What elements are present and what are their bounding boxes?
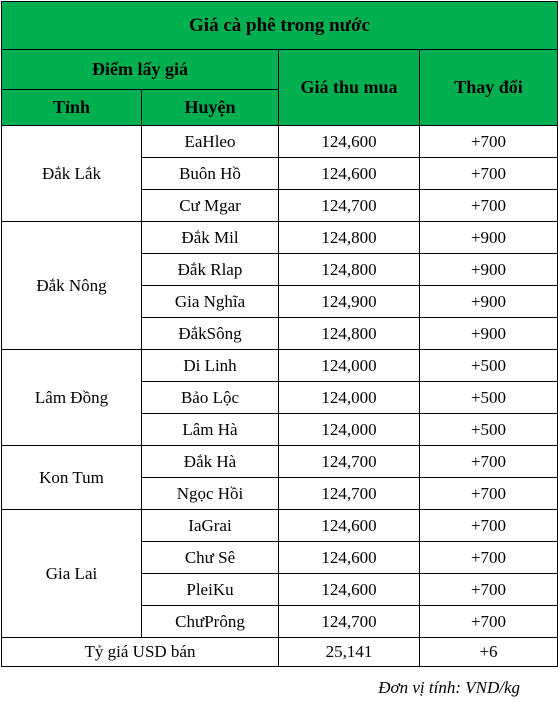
district-cell: Buôn Hồ [142,158,279,190]
price-cell: 124,600 [279,510,420,542]
district-cell: Đắk Hà [142,446,279,478]
district-cell: ĐắkSông [142,318,279,350]
price-cell: 124,000 [279,414,420,446]
change-cell: +700 [420,542,558,574]
district-cell: EaHleo [142,126,279,158]
price-cell: 124,800 [279,318,420,350]
header-province: Tỉnh [2,90,142,126]
change-cell: +500 [420,382,558,414]
province-cell: Lâm Đồng [2,350,142,446]
change-cell: +700 [420,478,558,510]
province-cell: Đắk Nông [2,222,142,350]
change-cell: +700 [420,606,558,638]
province-cell: Đắk Lắk [2,126,142,222]
table-row [2,350,558,382]
usd-rate-label: Tỷ giá USD bán [2,638,279,667]
price-cell: 124,600 [279,574,420,606]
change-cell: +700 [420,446,558,478]
price-cell: 124,700 [279,606,420,638]
price-cell: 124,600 [279,126,420,158]
usd-rate-price: 25,141 [279,638,420,667]
change-cell: +900 [420,318,558,350]
district-cell: Ngọc Hồi [142,478,279,510]
price-cell: 124,900 [279,286,420,318]
price-cell: 124,600 [279,542,420,574]
district-cell: Lâm Hà [142,414,279,446]
change-cell: +700 [420,126,558,158]
price-cell: 124,800 [279,222,420,254]
header-change: Thay đổi [420,50,558,126]
district-cell: ChưPrông [142,606,279,638]
price-cell: 124,700 [279,190,420,222]
table-row [2,446,558,478]
header-district: Huyện [142,90,279,126]
table-row [2,126,558,158]
header-location: Điểm lấy giá [2,50,279,90]
price-cell: 124,000 [279,350,420,382]
change-cell: +900 [420,254,558,286]
price-cell: 124,700 [279,478,420,510]
change-cell: +700 [420,510,558,542]
change-cell: +500 [420,414,558,446]
change-cell: +900 [420,286,558,318]
change-cell: +900 [420,222,558,254]
change-cell: +500 [420,350,558,382]
change-cell: +700 [420,574,558,606]
district-cell: Đắk Mil [142,222,279,254]
district-cell: Đắk Rlap [142,254,279,286]
table-row [2,510,558,542]
usd-rate-change: +6 [420,638,558,667]
table-row [2,222,558,254]
price-cell: 124,700 [279,446,420,478]
unit-note: Đơn vị tính: VND/kg [378,678,520,697]
change-cell: +700 [420,190,558,222]
district-cell: Chư Sê [142,542,279,574]
table-title: Giá cà phê trong nước [2,2,558,50]
price-cell: 124,000 [279,382,420,414]
district-cell: PleiKu [142,574,279,606]
district-cell: Gia Nghĩa [142,286,279,318]
district-cell: Bảo Lộc [142,382,279,414]
district-cell: Cư Mgar [142,190,279,222]
district-cell: IaGrai [142,510,279,542]
province-cell: Gia Lai [2,510,142,638]
header-price: Giá thu mua [279,50,420,126]
price-cell: 124,800 [279,254,420,286]
price-cell: 124,600 [279,158,420,190]
coffee-price-table [1,1,558,667]
change-cell: +700 [420,158,558,190]
province-cell: Kon Tum [2,446,142,510]
table-body [2,126,558,638]
district-cell: Di Linh [142,350,279,382]
